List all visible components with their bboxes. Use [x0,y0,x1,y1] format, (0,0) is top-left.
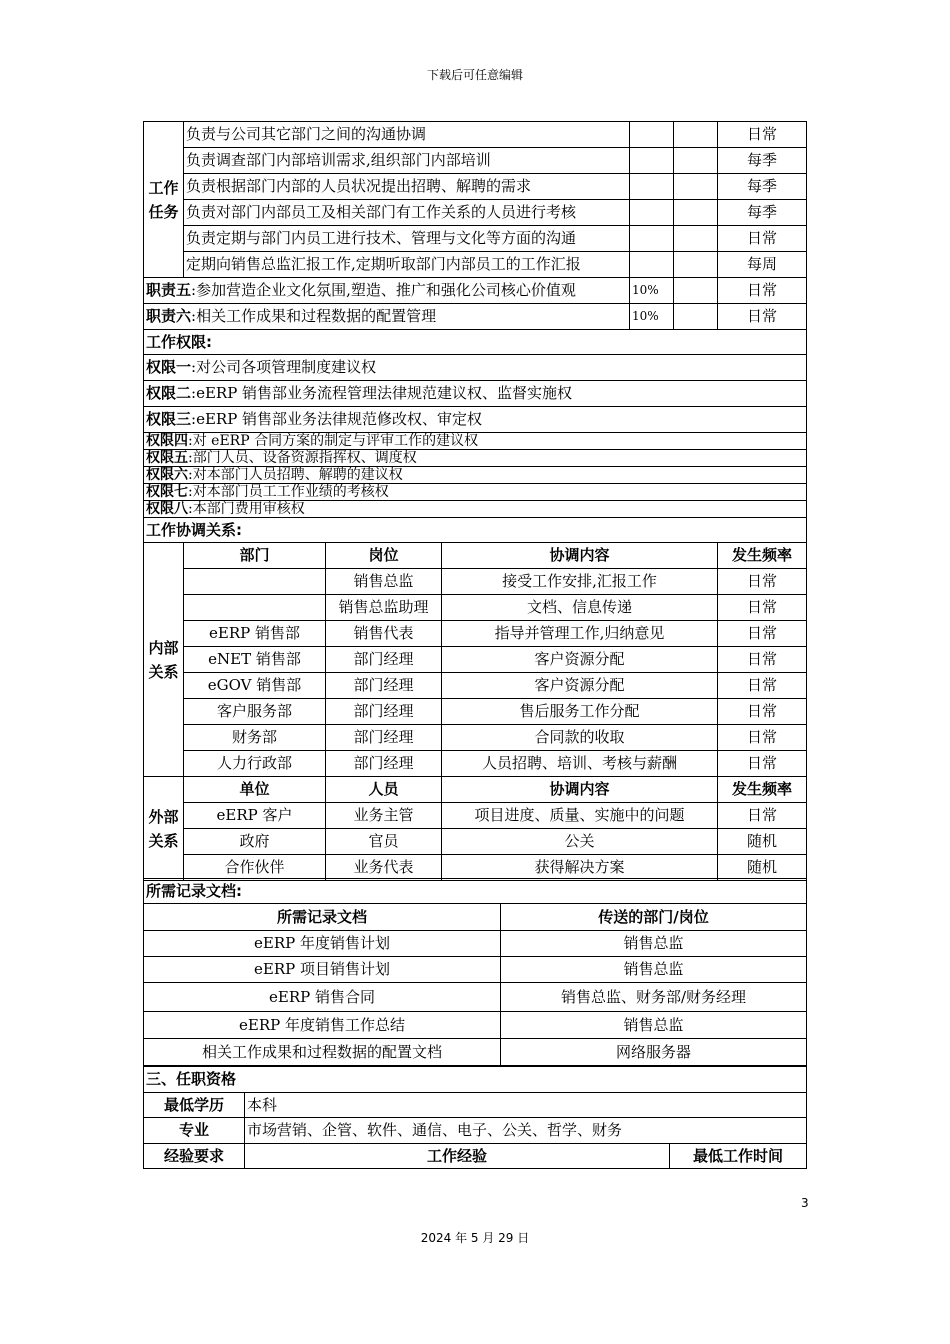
internal-frequency: 日常 [718,673,807,699]
records-title: 所需记录文档: [144,879,807,904]
education-value: 本科 [245,1093,807,1118]
authority-row [144,355,807,381]
duty-frequency: 日常 [718,304,807,330]
internal-label: 内部关系 [144,543,184,777]
external-unit: 合作伙伴 [184,855,326,881]
duty-row [144,304,630,330]
internal-post: 销售代表 [326,621,442,647]
record-recipient: 销售总监 [501,957,807,983]
internal-frequency: 日常 [718,699,807,725]
footer-date: 2024 年 5 月 29 日 [420,1231,530,1245]
min-time-header: 最低工作时间 [670,1144,807,1169]
internal-content: 客户资源分配 [442,673,718,699]
external-content: 公关 [442,829,718,855]
qualifications-title: 三、任职资格 [144,1067,807,1093]
internal-post: 部门经理 [326,647,442,673]
duty-text: :参加营造企业文化氛围,塑造、推广和强化公司核心价值观 [191,281,576,300]
external-header: 单位 [184,777,326,803]
duty-percent: 10% [630,278,674,304]
internal-frequency: 日常 [718,621,807,647]
task-text: 负责根据部门内部的人员状况提出招聘、解聘的需求 [184,174,630,200]
record-recipient: 销售总监、财务部/财务经理 [501,983,807,1012]
major-value: 市场营销、企管、软件、通信、电子、公关、哲学、财务 [245,1118,807,1144]
internal-dept: 客户服务部 [184,699,326,725]
external-header: 人员 [326,777,442,803]
authority-text: :对本部门人员招聘、解聘的建议权 [188,467,403,483]
authority-row [144,433,807,450]
authority-title: 工作权限: [144,330,807,355]
task-frequency: 日常 [718,122,807,148]
internal-frequency: 日常 [718,595,807,621]
duty-label: 职责六 [146,307,192,326]
duties-table [143,121,807,881]
internal-content: 接受工作安排,汇报工作 [442,569,718,595]
internal-post: 部门经理 [326,699,442,725]
external-frequency: 随机 [718,855,807,881]
internal-header: 部门 [184,543,326,569]
duty-row [144,278,630,304]
task-frequency: 每季 [718,174,807,200]
task-text: 负责对部门内部员工及相关部门有工作关系的人员进行考核 [184,200,630,226]
task-text: 负责调查部门内部培训需求,组织部门内部培训 [184,148,630,174]
external-frequency: 随机 [718,829,807,855]
record-recipient: 销售总监 [501,1012,807,1039]
internal-post: 销售总监 [326,569,442,595]
task-frequency: 每季 [718,200,807,226]
record-document: eERP 年度销售工作总结 [144,1012,501,1039]
authority-label: 权限五 [146,450,188,466]
external-unit: 政府 [184,829,326,855]
record-document: 相关工作成果和过程数据的配置文档 [144,1039,501,1066]
internal-dept [184,595,326,621]
records-header: 所需记录文档 [144,904,501,931]
experience-label: 经验要求 [144,1144,245,1169]
authority-row [144,467,807,484]
authority-text: :本部门费用审核权 [188,501,305,517]
internal-frequency: 日常 [718,751,807,777]
authority-label: 权限七 [146,484,188,500]
records-header: 传送的部门/岗位 [501,904,807,931]
internal-dept: 财务部 [184,725,326,751]
qualifications-table [143,1066,807,1169]
internal-content: 指导并管理工作,归纳意见 [442,621,718,647]
authority-row [144,381,807,407]
authority-label: 权限四 [146,433,188,449]
authority-label: 权限二 [146,384,192,403]
duty-percent: 10% [630,304,674,330]
internal-content: 人员招聘、培训、考核与薪酬 [442,751,718,777]
records-table [143,878,807,1066]
authority-row [144,407,807,433]
record-recipient: 销售总监 [501,931,807,957]
task-text: 定期向销售总监汇报工作,定期听取部门内部员工的工作汇报 [184,252,630,278]
duty-label: 职责五 [146,281,192,300]
task-frequency: 每季 [718,148,807,174]
coordination-title: 工作协调关系: [144,518,807,543]
authority-text: :eERP 销售部业务法律规范修改权、审定权 [191,410,483,429]
internal-content: 客户资源分配 [442,647,718,673]
external-header: 协调内容 [442,777,718,803]
authority-label: 权限六 [146,467,188,483]
authority-row [144,484,807,501]
internal-dept: eERP 销售部 [184,621,326,647]
external-content: 项目进度、质量、实施中的问题 [442,803,718,829]
internal-dept: eNET 销售部 [184,647,326,673]
education-label: 最低学历 [144,1093,245,1118]
major-label: 专业 [144,1118,245,1144]
internal-header: 协调内容 [442,543,718,569]
internal-dept [184,569,326,595]
authority-text: :对本部门员工工作业绩的考核权 [188,484,389,500]
authority-text: :部门人员、设备资源指挥权、调度权 [188,450,417,466]
external-header: 发生频率 [718,777,807,803]
internal-frequency: 日常 [718,569,807,595]
record-document: eERP 销售合同 [144,983,501,1012]
authority-text: :对 eERP 合同方案的制定与评审工作的建议权 [188,433,479,449]
record-document: eERP 年度销售计划 [144,931,501,957]
authority-row [144,501,807,518]
internal-content: 文档、信息传递 [442,595,718,621]
internal-content: 合同款的收取 [442,725,718,751]
page-number: 3 [801,1196,809,1210]
internal-content: 售后服务工作分配 [442,699,718,725]
authority-label: 权限八 [146,501,188,517]
authority-label: 权限一 [146,358,192,377]
record-document: eERP 项目销售计划 [144,957,501,983]
record-recipient: 网络服务器 [501,1039,807,1066]
task-frequency: 每周 [718,252,807,278]
duty-frequency: 日常 [718,278,807,304]
tasks-label: 工作任务 [144,122,184,278]
external-person: 官员 [326,829,442,855]
page-header: 下载后可任意编辑 [426,68,523,82]
task-text: 负责定期与部门内员工进行技术、管理与文化等方面的沟通 [184,226,630,252]
internal-frequency: 日常 [718,647,807,673]
authority-text: :对公司各项管理制度建议权 [191,358,377,377]
task-text: 负责与公司其它部门之间的沟通协调 [184,122,630,148]
authority-row [144,450,807,467]
experience-header: 工作经验 [245,1144,670,1169]
external-person: 业务主管 [326,803,442,829]
external-content: 获得解决方案 [442,855,718,881]
internal-frequency: 日常 [718,725,807,751]
internal-post: 部门经理 [326,751,442,777]
internal-dept: eGOV 销售部 [184,673,326,699]
internal-header: 岗位 [326,543,442,569]
external-label: 外部关系 [144,777,184,881]
internal-post: 销售总监助理 [326,595,442,621]
internal-dept: 人力行政部 [184,751,326,777]
task-frequency: 日常 [718,226,807,252]
duty-text: :相关工作成果和过程数据的配置管理 [191,307,437,326]
external-person: 业务代表 [326,855,442,881]
internal-header: 发生频率 [718,543,807,569]
internal-post: 部门经理 [326,725,442,751]
internal-post: 部门经理 [326,673,442,699]
external-unit: eERP 客户 [184,803,326,829]
external-frequency: 日常 [718,803,807,829]
authority-text: :eERP 销售部业务流程管理法律规范建议权、监督实施权 [191,384,573,403]
authority-label: 权限三 [146,410,192,429]
